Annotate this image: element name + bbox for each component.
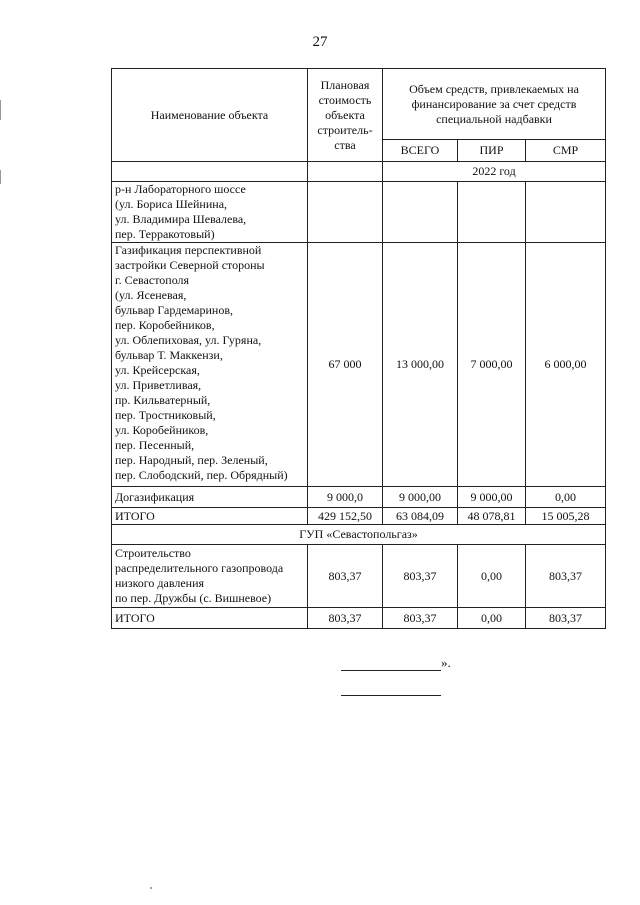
smr-cell: 803,37: [526, 545, 606, 608]
header-total: ВСЕГО: [383, 140, 458, 162]
cost-cell: 67 000: [308, 243, 383, 487]
object-name-cell: ИТОГО: [112, 608, 308, 629]
object-name-cell: ИТОГО: [112, 508, 308, 525]
signature-line: [341, 680, 441, 696]
object-name-cell: р-н Лабораторного шоссе (ул. Бориса Шейнина, ул. Владимира Шевалева, пер. Терракотовый): [112, 182, 308, 243]
pir-cell: 9 000,00: [458, 487, 526, 508]
year-label: 2022 год: [383, 162, 606, 182]
pir-cell: 0,00: [458, 545, 526, 608]
pir-cell: 0,00: [458, 608, 526, 629]
object-name-cell: Газификация перспективной застройки Северной стороны г. Севастополя (ул. Ясеневая, бульвар Гардемаринов, пер. Коробейников, ул. Облепиховая, ул. Гуряна, бульвар Т. Маккензи, ул. Крейсерская, ул. Приветливая, пр. Кильватерный, пер. Тростниковый, ул. Коробейников, пер. Песенный, пер. Народный, пер. Зеленый, пер. Слободский, пер. Обрядный): [112, 243, 308, 487]
total-cell: [383, 182, 458, 243]
table-row: [112, 243, 606, 487]
pir-cell: 7 000,00: [458, 243, 526, 487]
cost-cell: 429 152,50: [308, 508, 383, 525]
total-cell: 803,37: [383, 608, 458, 629]
funding-table: [111, 68, 606, 629]
closing-mark: ».: [441, 655, 451, 670]
header-planned-cost: Плановая стоимость объекта строитель-ства: [308, 69, 383, 162]
smr-cell: [526, 182, 606, 243]
table-row: [112, 487, 606, 508]
header-object-name: Наименование объекта: [112, 69, 308, 162]
cost-cell: [308, 182, 383, 243]
table-row: [112, 182, 606, 243]
scan-speck: [150, 887, 152, 889]
margin-mark: [0, 170, 1, 184]
header-funds: Объем средств, привлекаемых на финансирование за счет средств специальной надбавки: [383, 69, 606, 140]
cost-cell: 803,37: [308, 545, 383, 608]
pir-cell: 48 078,81: [458, 508, 526, 525]
page-number: 27: [312, 34, 328, 50]
smr-cell: 6 000,00: [526, 243, 606, 487]
empty-cell: [112, 162, 308, 182]
closing-line: [341, 655, 451, 671]
empty-cell: [308, 162, 383, 182]
cost-cell: 803,37: [308, 608, 383, 629]
total-cell: 803,37: [383, 545, 458, 608]
cost-cell: 9 000,0: [308, 487, 383, 508]
table-row-total: [112, 508, 606, 525]
header-pir: ПИР: [458, 140, 526, 162]
total-cell: 9 000,00: [383, 487, 458, 508]
blank-line: [341, 658, 441, 671]
object-name-cell: Догазификация: [112, 487, 308, 508]
margin-mark: [0, 100, 1, 120]
table-row-total: [112, 608, 606, 629]
pir-cell: [458, 182, 526, 243]
blank-line: [341, 683, 441, 696]
table-row: [112, 545, 606, 608]
section-title: ГУП «Севастопольгаз»: [112, 525, 606, 545]
smr-cell: 0,00: [526, 487, 606, 508]
object-name-cell: Строительство распределительного газопровода низкого давления по пер. Дружбы (с. Вишневое): [112, 545, 308, 608]
total-cell: 63 084,09: [383, 508, 458, 525]
smr-cell: 803,37: [526, 608, 606, 629]
smr-cell: 15 005,28: [526, 508, 606, 525]
header-smr: СМР: [526, 140, 606, 162]
total-cell: 13 000,00: [383, 243, 458, 487]
